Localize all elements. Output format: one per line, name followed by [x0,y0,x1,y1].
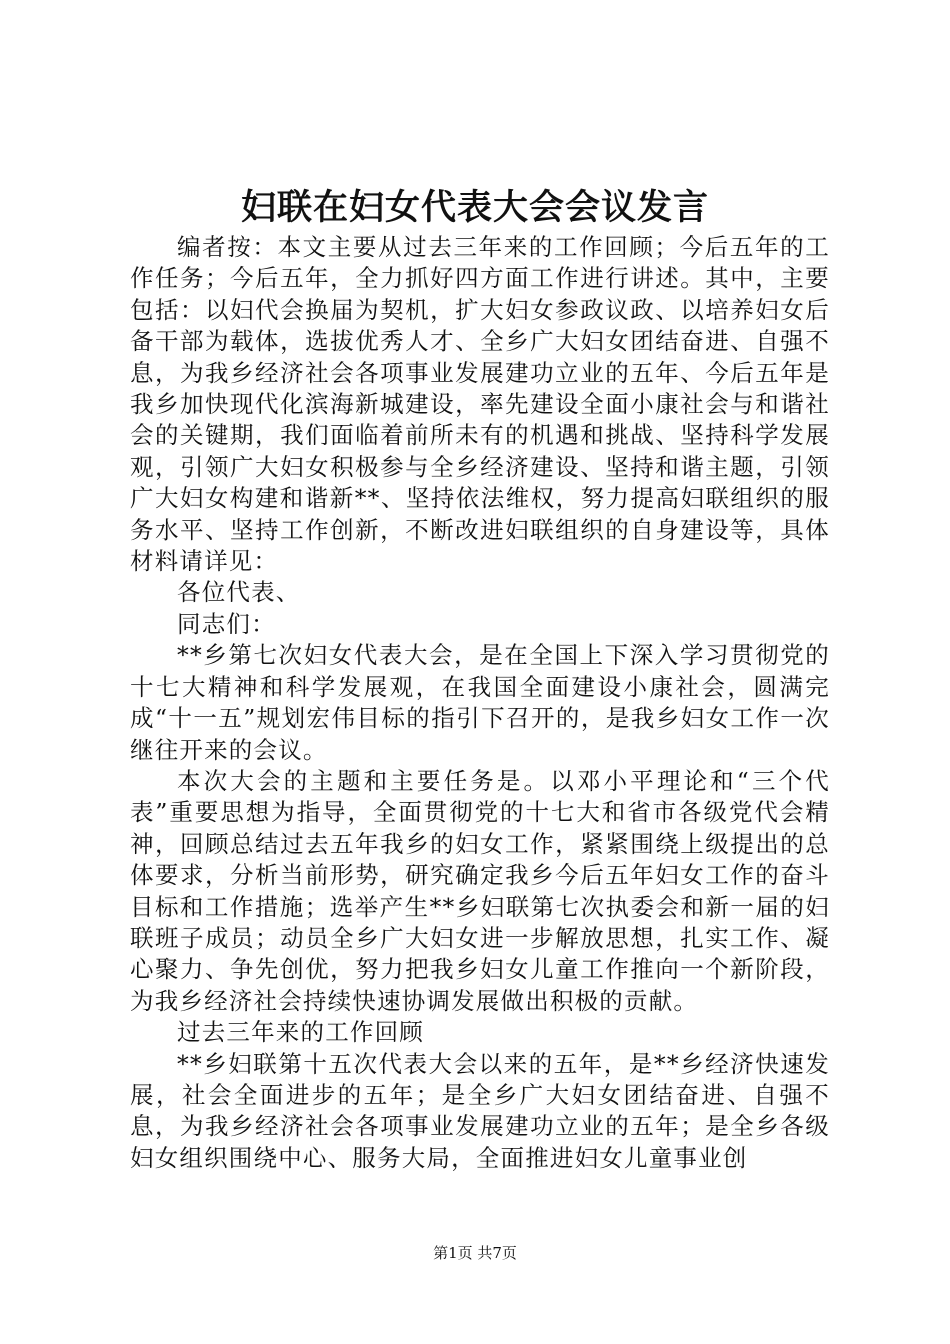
body-paragraph: 本次大会的主题和主要任务是。以邓小平理论和“三个代表”重要思想为指导，全面贯彻党的十七大和省市各级党代会精神，回顾总结过去五年我乡的妇女工作，紧紧围绕上级提出的总体要求，分析当前形势，研究确定我乡今后五年妇女工作的奋斗目标和工作措施；选举产生**乡妇联第七次执委会和新一届的妇联班子成员；动员全乡广大妇女进一步解放思想，扎实工作、凝心聚力、争先创优，努力把我乡妇女儿童工作推向一个新阶段，为我乡经济社会持续快速协调发展做出积极的贡献。 [130,766,830,1015]
salutation-delegates: 各位代表、 [177,578,301,607]
salutation-comrades: 同志们： [177,609,276,638]
body-paragraph: **乡妇联第十五次代表大会以来的五年，是**乡经济快速发展，社会全面进步的五年；是全乡广大妇女团结奋进、自强不息，为我乡经济社会各项事业发展建功立业的五年；是全乡各级妇女组织围绕中心、服务大局，全面推进妇女儿童事业创 [130,1049,830,1172]
document-body [130,232,830,1174]
editor-note-paragraph: 编者按：本文主要从过去三年来的工作回顾；今后五年的工作任务；今后五年，全力抓好四方面工作进行讲述。其中，主要包括：以妇代会换届为契机，扩大妇女参政议政、以培养妇女后备干部为载体，选拔优秀人才、全乡广大妇女团结奋进、自强不息，为我乡经济社会各项事业发展建功立业的五年、今后五年是我乡加快现代化滨海新城建设，率先建设全面小康社会与和谐社会的关键期，我们面临着前所未有的机遇和挑战、坚持科学发展观，引领广大妇女积极参与全乡经济建设、坚持和谐主题，引领广大妇女构建和谐新**、坚持依法维权，努力提高妇联组织的服务水平、坚持工作创新，不断改进妇联组织的自身建设等，具体材料请详见： [130,233,830,576]
page-number-footer: 第1页 共7页 [433,1244,517,1262]
document-title: 妇联在妇女代表大会会议发言 [240,187,709,228]
section-heading: 过去三年来的工作回顾 [177,1018,424,1047]
body-paragraph: **乡第七次妇女代表大会，是在全国上下深入学习贯彻党的十七大精神和科学发展观，在我国全面建设小康社会，圆满完成“十一五”规划宏伟目标的指引下召开的，是我乡妇女工作一次继往开来的会议。 [130,641,830,764]
